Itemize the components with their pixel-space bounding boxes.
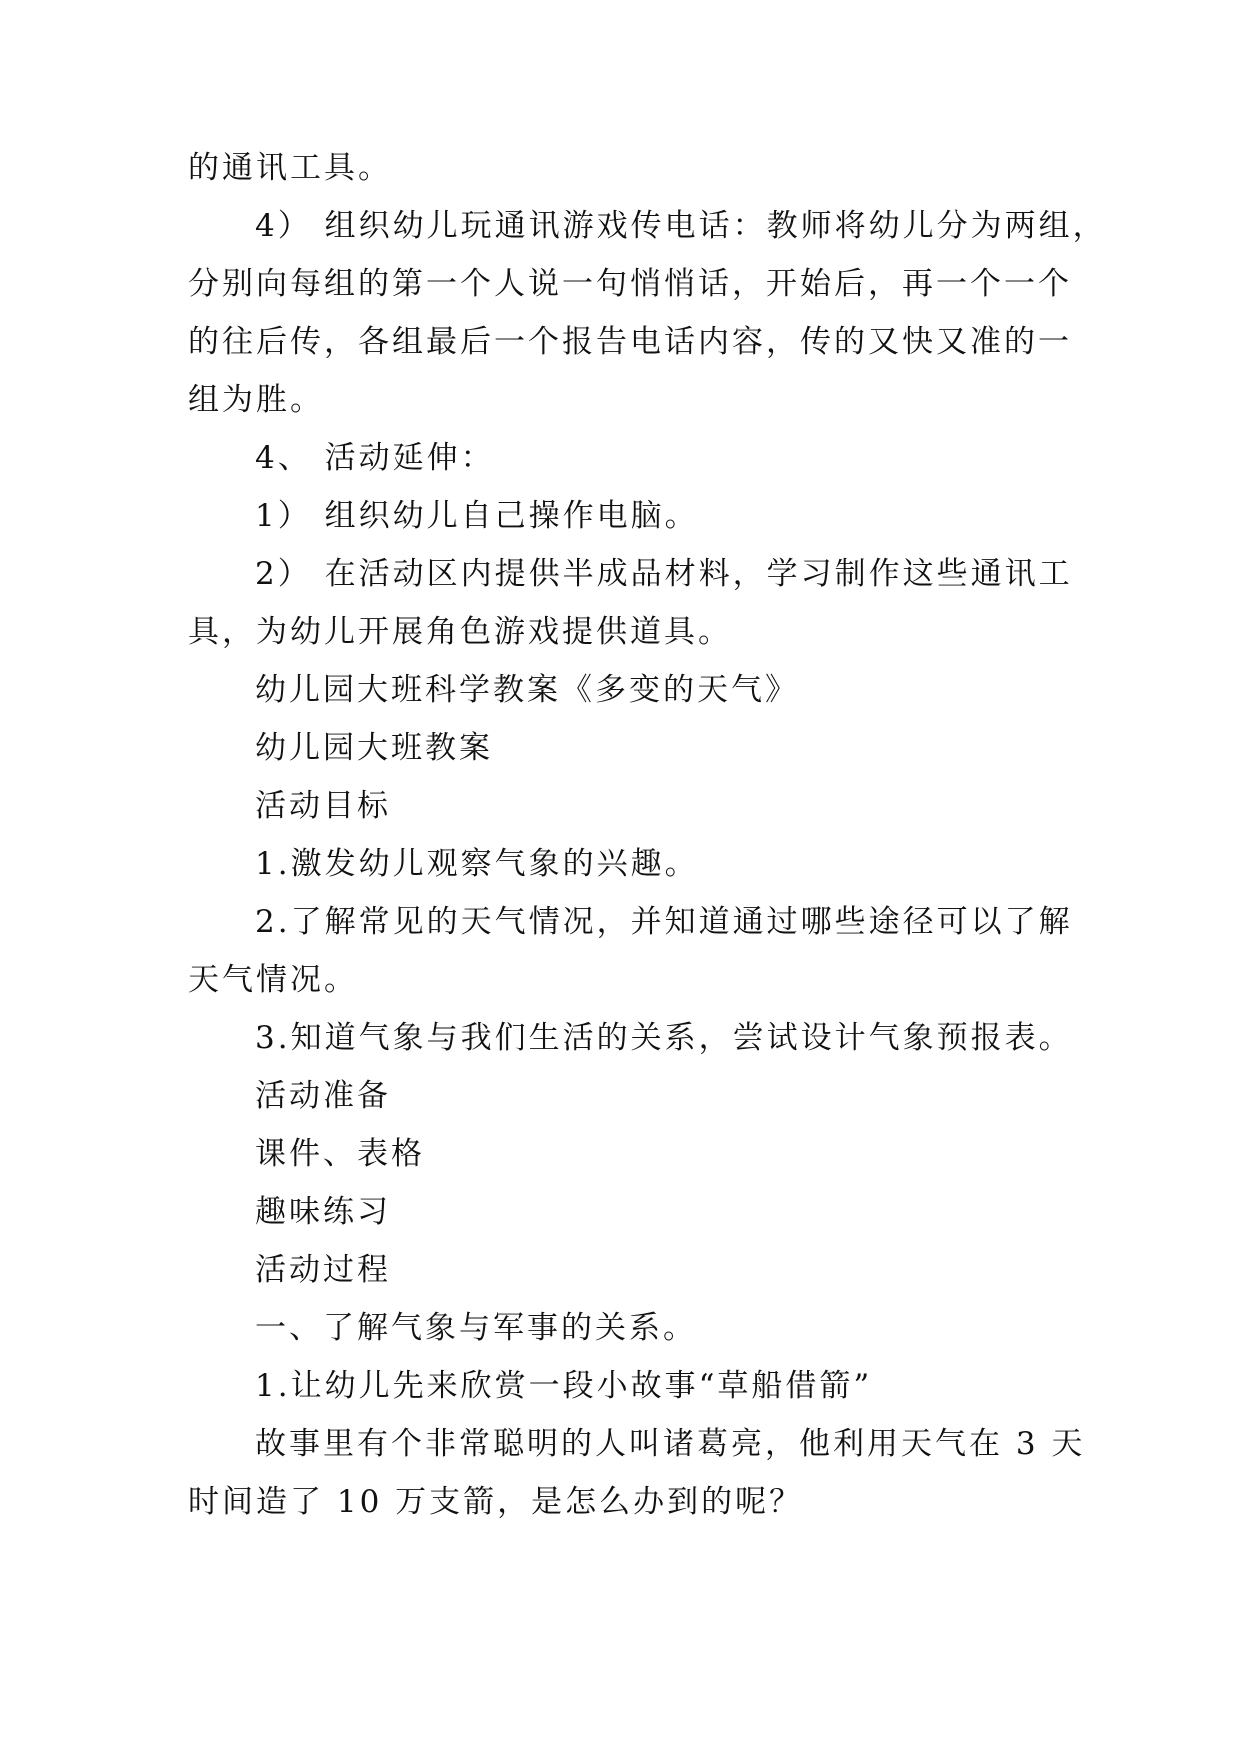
text-line: 2） 在活动区内提供半成品材料，学习制作这些通讯工 [255,556,1073,592]
section-heading: 4、 活动延伸： [255,440,495,476]
section-heading: 一、了解气象与军事的关系。 [255,1310,697,1346]
text-line: 组为胜。 [188,382,324,418]
text-line: 时间造了 10 万支箭，是怎么办到的呢？ [188,1484,804,1520]
text-line: 的通讯工具。 [188,150,392,186]
text-line: 4） 组织幼儿玩通讯游戏传电话：教师将幼儿分为两组， [255,208,1107,244]
text-line: 天气情况。 [188,962,358,998]
text-line: 分别向每组的第一个人说一句悄悄话，开始后，再一个一个 [188,266,1072,302]
section-heading: 活动目标 [255,788,391,824]
document-subtitle: 幼儿园大班教案 [255,730,493,766]
text-line: 故事里有个非常聪明的人叫诸葛亮，他利用天气在 3 天 [255,1426,1086,1462]
text-line: 1） 组织幼儿自己操作电脑。 [255,498,699,534]
text-line: 具，为幼儿开展角色游戏提供道具。 [188,614,732,650]
list-item: 2.了解常见的天气情况，并知道通过哪些途径可以了解 [255,904,1073,940]
section-heading: 趣味练习 [255,1194,391,1230]
section-heading: 活动准备 [255,1078,391,1114]
list-item: 1.激发幼儿观察气象的兴趣。 [255,846,699,882]
list-item: 1.让幼儿先来欣赏一段小故事“草船借箭” [255,1368,873,1404]
document-title: 幼儿园大班科学教案《多变的天气》 [255,672,799,708]
list-item: 3.知道气象与我们生活的关系，尝试设计气象预报表。 [255,1020,1073,1056]
text-line: 课件、表格 [255,1136,425,1172]
text-line: 的往后传，各组最后一个报告电话内容，传的又快又准的一 [188,324,1072,360]
section-heading: 活动过程 [255,1252,391,1288]
